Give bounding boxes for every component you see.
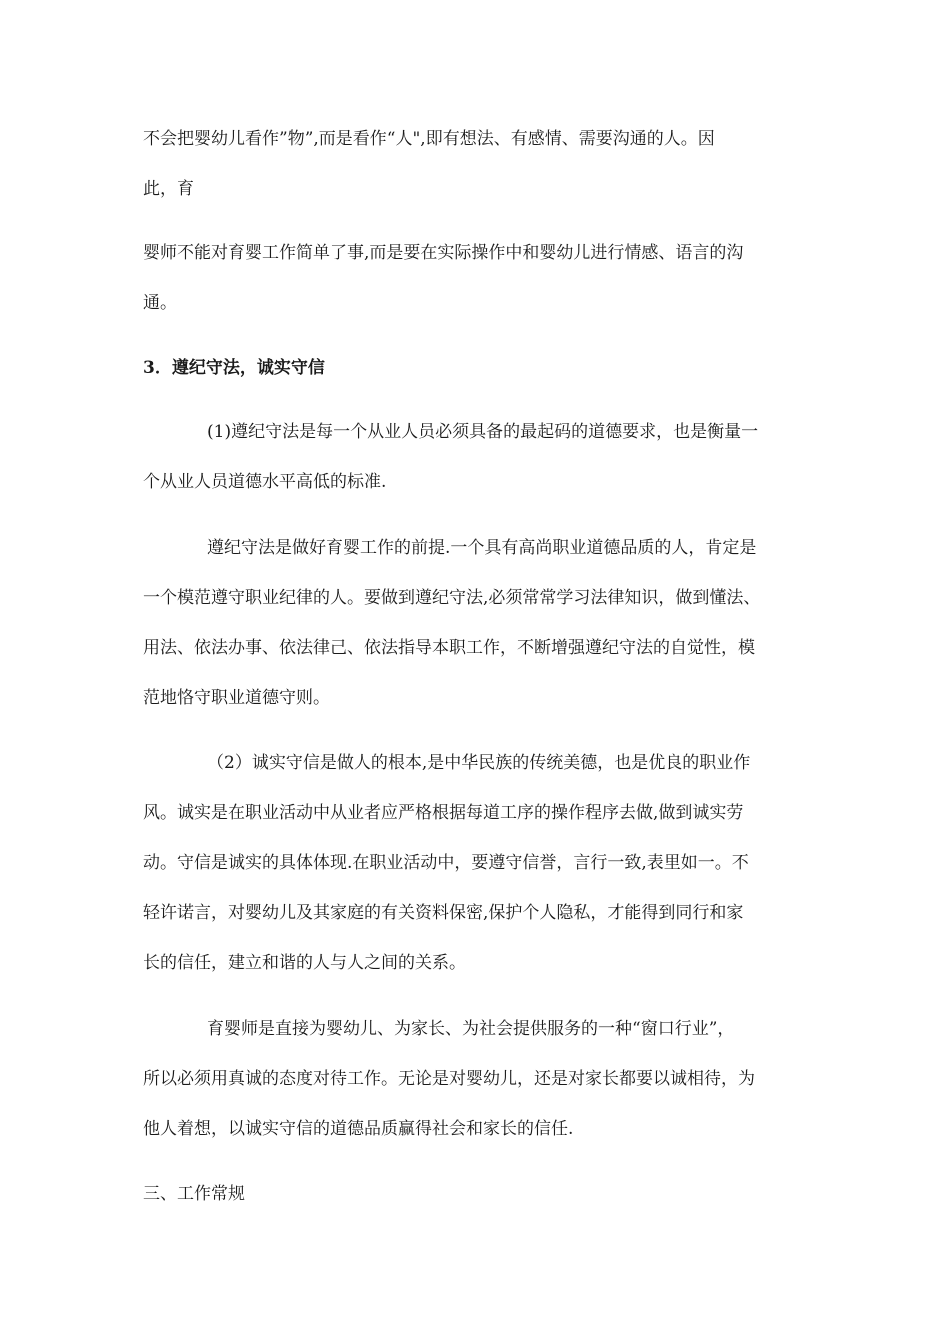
paragraph-line: (1)遵纪守法是每一个从业人员必须具备的最起码的道德要求，也是衡量一 <box>207 422 759 442</box>
paragraph-line: 用法、依法办事、依法律己、依法指导本职工作，不断增强遵纪守法的自觉性，模 <box>143 638 755 658</box>
paragraph-line: 范地恪守职业道德守则。 <box>143 688 330 708</box>
paragraph-line: 不会把婴幼儿看作”物”,而是看作“人",即有想法、有感情、需要沟通的人。因 <box>143 129 715 149</box>
paragraph-line: 通。 <box>143 293 177 313</box>
paragraph-line: 长的信任，建立和谐的人与人之间的关系。 <box>143 953 466 973</box>
paragraph-line: 他人着想，以诚实守信的道德品质赢得社会和家长的信任. <box>143 1119 574 1139</box>
paragraph-line: 轻许诺言，对婴幼儿及其家庭的有关资料保密,保护个人隐私，才能得到同行和家 <box>143 903 744 923</box>
section-heading: 3．遵纪守法，诚实守信 <box>143 358 325 378</box>
paragraph-line: 一个模范遵守职业纪律的人。要做到遵纪守法,必须常常学习法律知识，做到懂法、 <box>143 588 761 608</box>
paragraph-line: 风。诚实是在职业活动中从业者应严格根据每道工序的操作程序去做,做到诚实劳 <box>143 803 744 823</box>
paragraph-line: 遵纪守法是做好育婴工作的前提.一个具有高尚职业道德品质的人，肯定是 <box>207 538 757 558</box>
paragraph-line: （2）诚实守信是做人的根本,是中华民族的传统美德，也是优良的职业作 <box>207 753 751 773</box>
paragraph-line: 婴师不能对育婴工作简单了事,而是要在实际操作中和婴幼儿进行情感、语言的沟 <box>143 243 744 263</box>
paragraph-line: 个从业人员道德水平高低的标准. <box>143 472 387 492</box>
paragraph-line: 此，育 <box>143 179 194 199</box>
paragraph-line: 所以必须用真诚的态度对待工作。无论是对婴幼儿，还是对家长都要以诚相待，为 <box>143 1069 755 1089</box>
section-heading: 三、工作常规 <box>143 1184 245 1204</box>
paragraph-line: 动。守信是诚实的具体体现.在职业活动中，要遵守信誉，言行一致,表里如一。不 <box>143 853 749 873</box>
paragraph-line: 育婴师是直接为婴幼儿、为家长、为社会提供服务的一种“窗口行业”， <box>207 1019 735 1039</box>
